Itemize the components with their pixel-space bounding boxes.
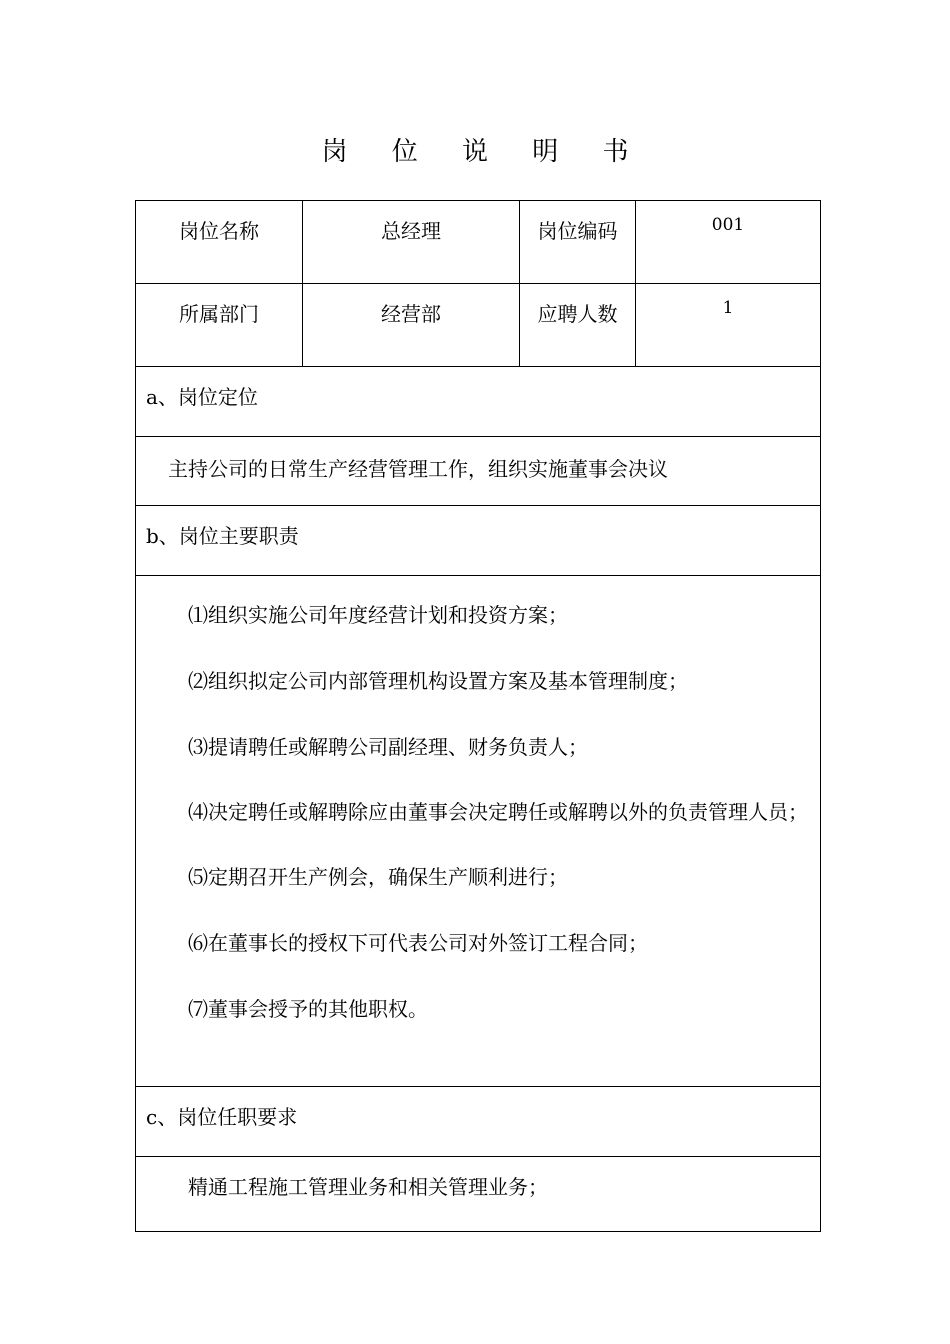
- header-row-2: [136, 284, 821, 367]
- duties-header-row: [136, 506, 821, 576]
- duties-section-body: [136, 576, 821, 1087]
- duty-item: ⑵组织拟定公司内部管理机构设置方案及基本管理制度；: [188, 669, 688, 693]
- positioning-body-row: [136, 437, 821, 506]
- headcount-value: 1: [636, 284, 821, 367]
- duty-item: ⑸定期召开生产例会，确保生产顺利进行；: [188, 865, 568, 889]
- department-value: 经营部: [303, 284, 520, 367]
- duty-item: ⑷决定聘任或解聘除应由董事会决定聘任或解聘以外的负责管理人员；: [188, 800, 808, 824]
- header-row-1: [136, 201, 821, 284]
- position-code-label: 岗位编码: [520, 201, 636, 284]
- position-name-label: 岗位名称: [136, 201, 303, 284]
- duty-item: ⑺董事会授予的其他职权。: [188, 997, 428, 1021]
- job-description-table: [135, 200, 821, 1232]
- positioning-section-body: [136, 437, 821, 506]
- requirements-body-row: [136, 1157, 821, 1232]
- document-title: 岗 位 说 明 书: [321, 137, 647, 167]
- duties-body-row: [136, 576, 821, 1087]
- duty-item: ⑶提请聘任或解聘公司副经理、财务负责人；: [188, 735, 588, 759]
- positioning-text: 主持公司的日常生产经营管理工作，组织实施董事会决议: [168, 457, 668, 481]
- headcount-label: 应聘人数: [520, 284, 636, 367]
- duty-list: [136, 576, 820, 1042]
- requirements-section-label: c、岗位任职要求: [136, 1087, 821, 1157]
- requirements-text: 精通工程施工管理业务和相关管理业务；: [188, 1175, 548, 1199]
- duties-section-label: b、岗位主要职责: [136, 506, 821, 576]
- department-label: 所属部门: [136, 284, 303, 367]
- positioning-header-row: [136, 367, 821, 437]
- duty-item: ⑹在董事长的授权下可代表公司对外签订工程合同；: [188, 931, 648, 955]
- position-name-value: 总经理: [303, 201, 520, 284]
- position-code-value: 001: [636, 201, 821, 284]
- requirements-section-body: [136, 1157, 821, 1232]
- duty-item: ⑴组织实施公司年度经营计划和投资方案；: [188, 603, 568, 627]
- positioning-section-label: a、岗位定位: [136, 367, 821, 437]
- requirements-header-row: [136, 1087, 821, 1157]
